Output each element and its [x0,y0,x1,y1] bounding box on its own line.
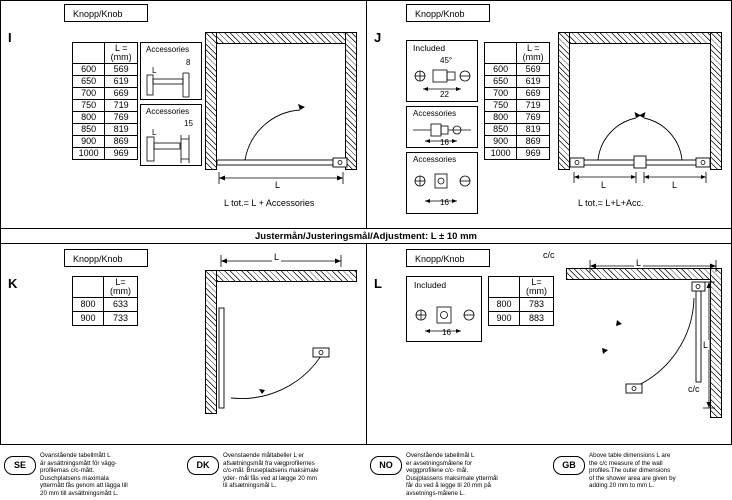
dim-table-j [484,42,550,160]
hinge-fitting-icon-l [411,303,479,327]
legend-code-no: NO [370,456,402,475]
adjust-band: Justermån/Justeringsmål/Adjustment: L ± 10 mm [254,231,478,242]
drawing-k-label-l: L [274,252,280,262]
panel-letter-i: I [8,30,12,45]
table-j-header-blank [485,43,517,64]
table-row: 900 883 [489,312,554,326]
dim-table-l [488,276,554,326]
drawing-j-label-l1: L [601,180,607,190]
legend-row [0,448,732,500]
table-row: 800 769 [73,112,138,124]
legend-item-no [366,452,549,500]
legend-item-se [0,452,183,500]
table-row: 800 633 [73,298,138,312]
divider-col-top [366,0,367,228]
table-row: 600 569 [485,64,550,76]
drawing-l-label-l-right: L [703,340,709,350]
table-row: 1000 969 [73,148,138,160]
legend-text-gb: Above table dimensions L are the c/c measure of the wall profiles.The outer dimensions of the shower area are given by adding 20 mm to mm L. [589,452,676,490]
drawing-l-cc-right: c/c [688,384,700,394]
frame-left-line [0,0,1,444]
table-row: 900 869 [73,136,138,148]
drawing-j-total-label: L tot.= L+L+Acc. [578,198,644,208]
divider-row-1 [0,228,732,229]
legend-text-dk: Ovenstaende måltabeller L er afsætningsmål fra vægprofilernes c/c-mål. Brusepladsens maksimale yder- mål fås ved at lægge 20 mm til afsætningsmål L. [223,452,319,490]
knob-label-j: Knopp/Knob [406,4,490,22]
table-row: 900 733 [73,312,138,326]
table-j-header-l: L = (mm) [517,43,550,64]
table-k-header-blank [73,277,104,298]
legend-item-dk [183,452,366,500]
knob-label-l: Knopp/Knob [406,249,490,267]
drawing-k [205,262,357,414]
included-box-j: Included 45° 22 [406,40,478,102]
accessory-fitting-icon-j2 [411,169,475,193]
table-row: 600 569 [73,64,138,76]
panel-letter-j: J [374,30,382,45]
table-i-header-blank [73,43,105,64]
included-box-l: Included 16 [406,276,482,342]
table-row: 900 869 [485,136,550,148]
dim-table-i [72,42,138,160]
knob-label-k: Knopp/Knob [64,249,148,267]
table-row: 750 719 [485,100,550,112]
panel-letter-l: L [374,276,382,291]
panel-letter-k: K [8,276,18,291]
accessories-box-i-1: Accessories L 8 [140,42,202,100]
legend-text-no: Ovenstående tabellmål L er avsetningsmålene for veggprofilene c/c- mål. Dusjplassens maksimale yttermål får du ved å legge til 20 mm på avsetnings-målene L. [406,452,498,497]
table-row: 750 719 [73,100,138,112]
table-i-header-l: L = (mm) [105,43,138,64]
table-row: 850 819 [73,124,138,136]
legend-code-dk: DK [187,456,219,475]
table-row: 850 819 [485,124,550,136]
table-l-header-blank [489,277,520,298]
hinge-fitting-icon-j [411,65,475,87]
legend-item-gb [549,452,732,500]
table-row: 650 619 [73,76,138,88]
knob-label-i: Knopp/Knob [64,4,148,22]
divider-row-3 [0,444,732,445]
corner-door-swing-k [205,262,357,414]
drawing-i [205,32,357,182]
accessories-box-j-2: Accessories 16 [406,152,478,214]
drawing-i-total-label: L tot.= L + Accessories [224,198,315,208]
dimension-lines-j [558,170,726,200]
door-swing-i [205,32,357,182]
table-k-header-l: L= (mm) [103,277,137,298]
drawing-l [566,268,722,418]
table-row: 1000 969 [485,148,550,160]
table-row: 700 669 [73,88,138,100]
table-row: 800 783 [489,298,554,312]
accessory-profile-icon-2 [145,135,201,163]
table-l-header-l: L= (mm) [519,277,553,298]
dimension-line-l-i [205,170,357,196]
legend-text-se: Ovanstående tabellmått L är avsättningsmått för vägg- profilernas c/c-mått. Duschplatsens maximala yttermått fås genom att lägga till 20 mm till avsättningsmått L. [40,452,128,497]
table-row: 650 619 [485,76,550,88]
dimension-line-l-top [566,258,722,272]
table-row: 800 769 [485,112,550,124]
drawing-l-label-l-top: L [636,258,642,268]
accessories-box-j-1: Accessories 16 [406,106,478,148]
legend-code-gb: GB [553,456,585,475]
legend-code-se: SE [4,456,36,475]
drawing-i-label-l: L [275,180,281,190]
corner-door-swing-l [566,268,722,418]
table-row: 700 669 [485,88,550,100]
drawing-j-label-l2: L [672,180,678,190]
double-door-swing-j [558,32,722,182]
dim-table-k [72,276,138,326]
divider-col-bottom [366,243,367,444]
accessory-profile-icon-1 [145,71,201,99]
accessories-box-i-2: Accessories L 15 [140,104,202,166]
drawing-l-cc-top: c/c [543,250,555,260]
drawing-j [558,32,722,182]
